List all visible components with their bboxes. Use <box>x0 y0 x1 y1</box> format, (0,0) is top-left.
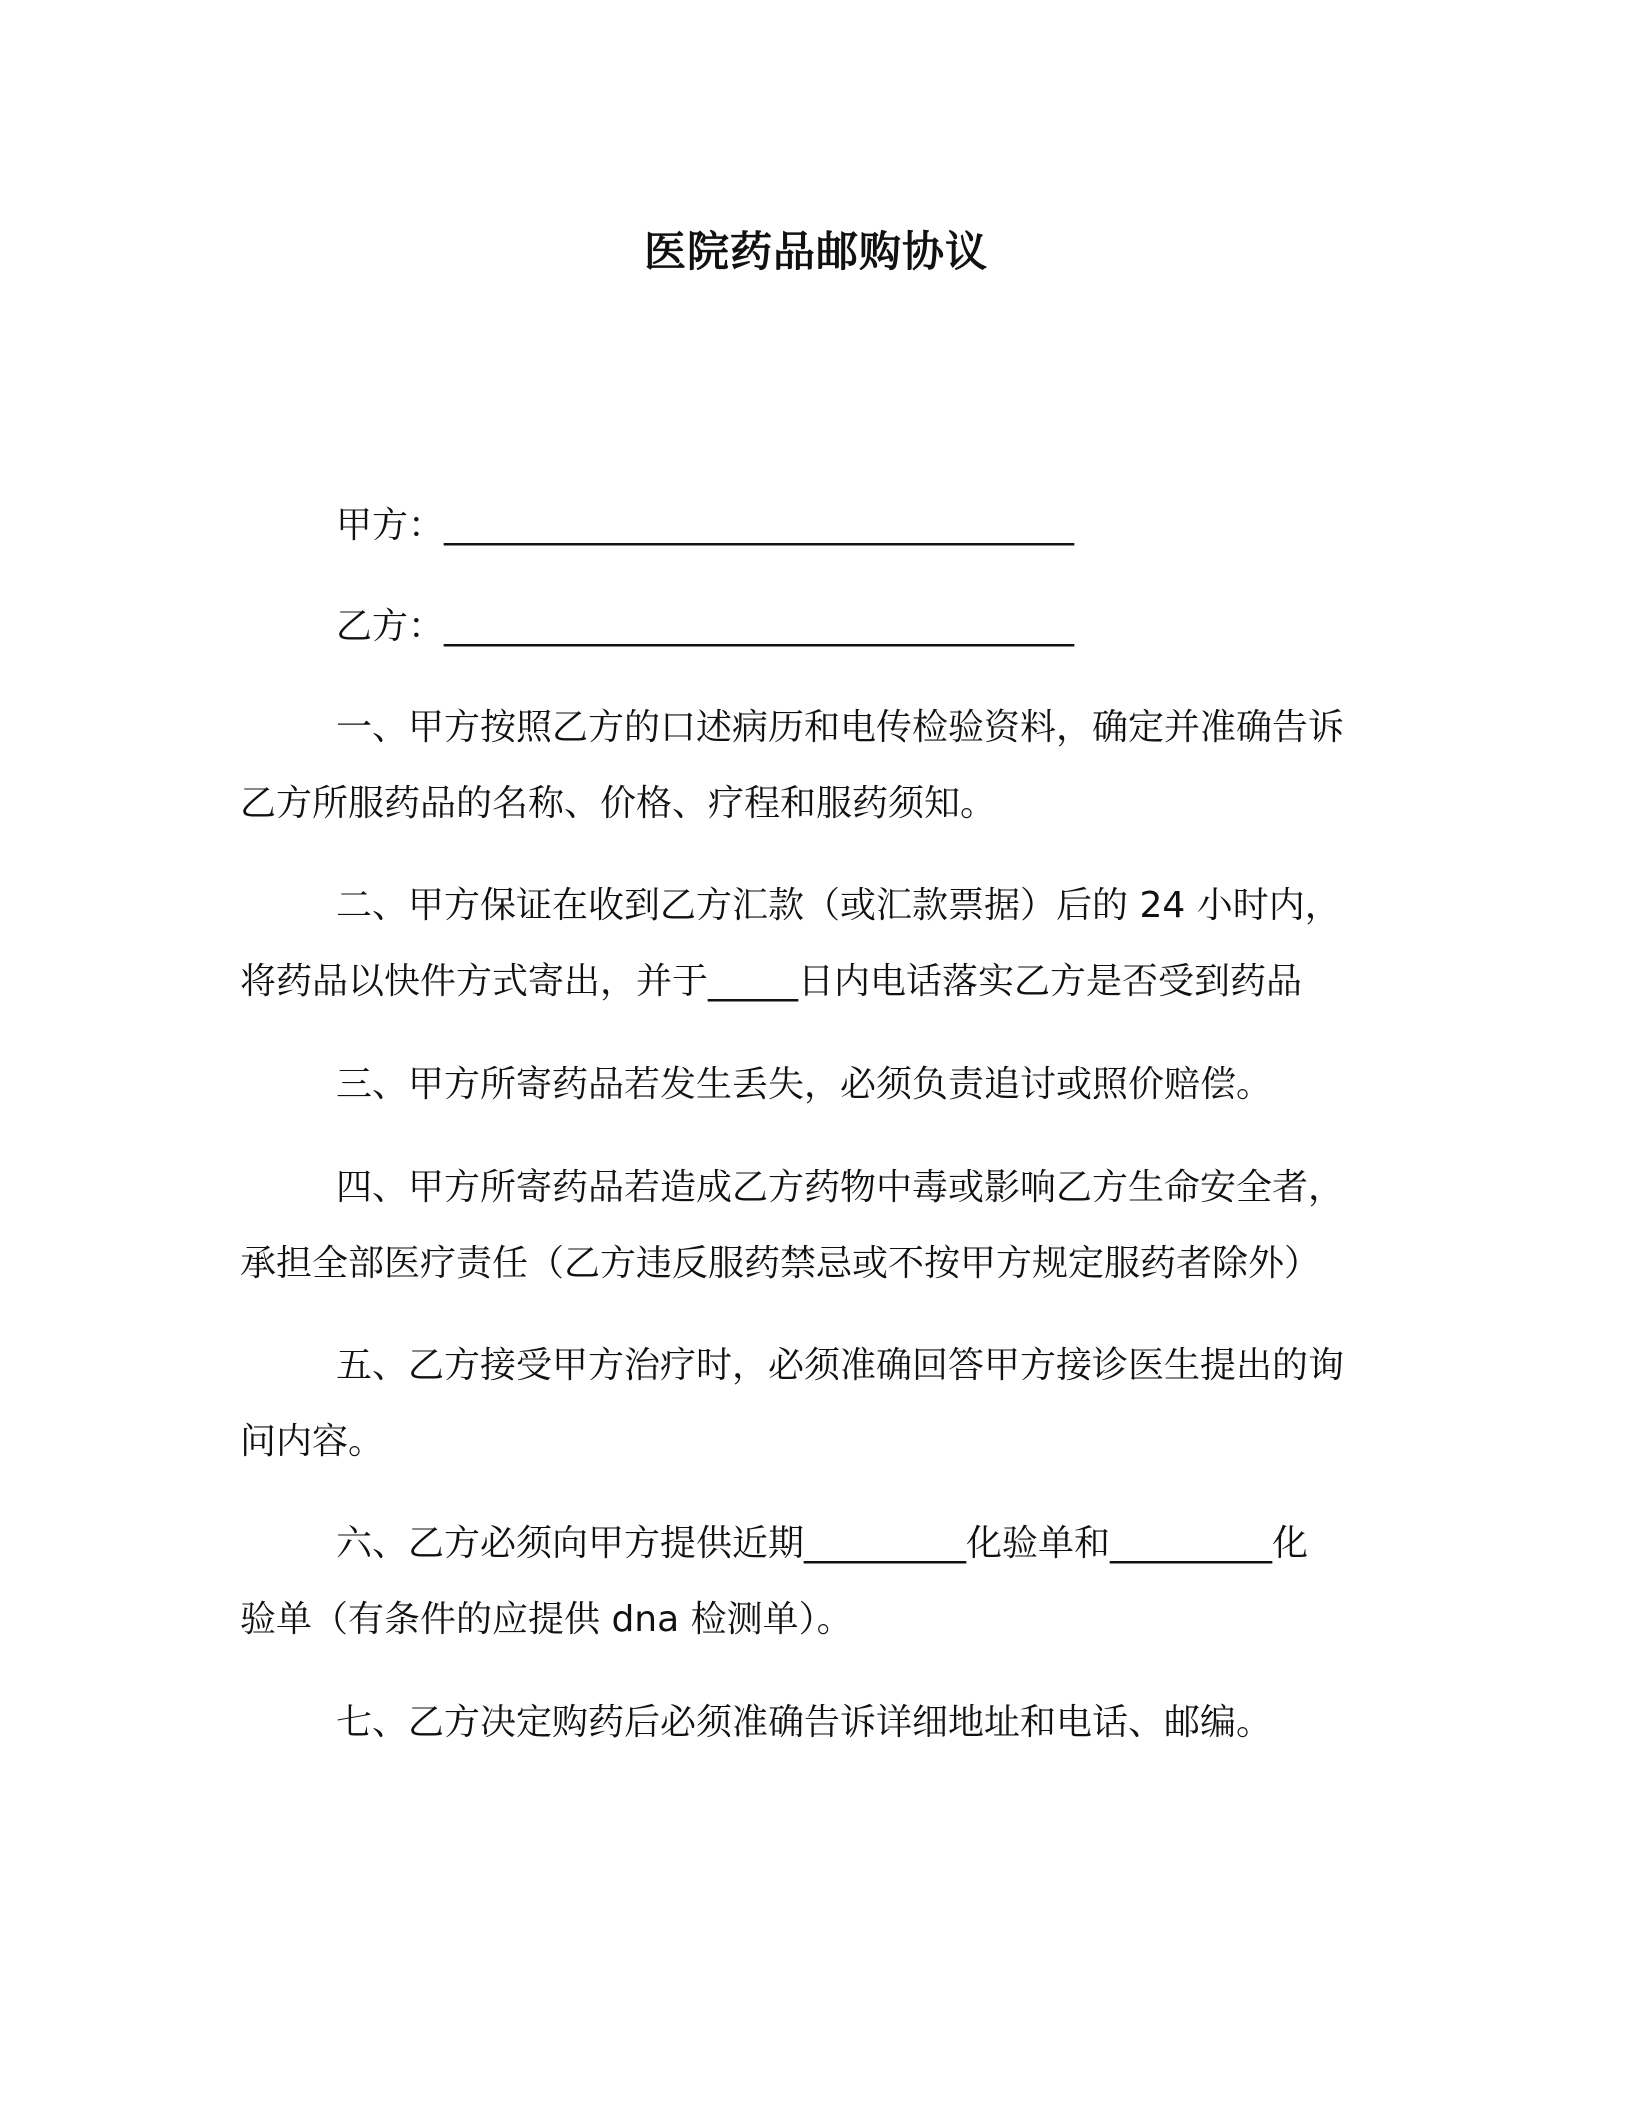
clause-3-line-1: 三、甲方所寄药品若发生丢失，必须负责追讨或照价赔偿。 <box>336 1064 1273 1105</box>
clause-7-line-1: 七、乙方决定购药后必须准确告诉详细地址和电话、邮编。 <box>336 1702 1273 1743</box>
clause-6-line-2: 验单（有条件的应提供 dna 检测单）。 <box>240 1599 853 1640</box>
clause-2-line-1: 二、甲方保证在收到乙方汇款（或汇款票据）后的 24 小时内， <box>336 885 1341 926</box>
clause-1-line-2: 乙方所服药品的名称、价格、疗程和服药须知。 <box>240 783 997 824</box>
party-b-line: 乙方：___________________________________ <box>336 606 1075 647</box>
clause-4-line-1: 四、甲方所寄药品若造成乙方药物中毒或影响乙方生命安全者， <box>336 1167 1345 1208</box>
clause-5-line-1: 五、乙方接受甲方治疗时，必须准确回答甲方接诊医生提出的询 <box>336 1345 1345 1386</box>
clause-2-line-2: 将药品以快件方式寄出，并于_____日内电话落实乙方是否受到药品 <box>240 961 1303 1002</box>
party-a-line: 甲方：___________________________________ <box>336 505 1075 546</box>
clause-6-line-1: 六、乙方必须向甲方提供近期_________化验单和_________化 <box>336 1523 1309 1564</box>
clause-1-line-1: 一、甲方按照乙方的口述病历和电传检验资料，确定并准确告诉 <box>336 707 1345 748</box>
clause-4-line-2: 承担全部医疗责任（乙方违反服药禁忌或不按甲方规定服药者除外） <box>240 1243 1321 1284</box>
clause-5-line-2: 问内容。 <box>240 1421 385 1462</box>
document-title: 医院药品邮购协议 <box>643 227 988 276</box>
